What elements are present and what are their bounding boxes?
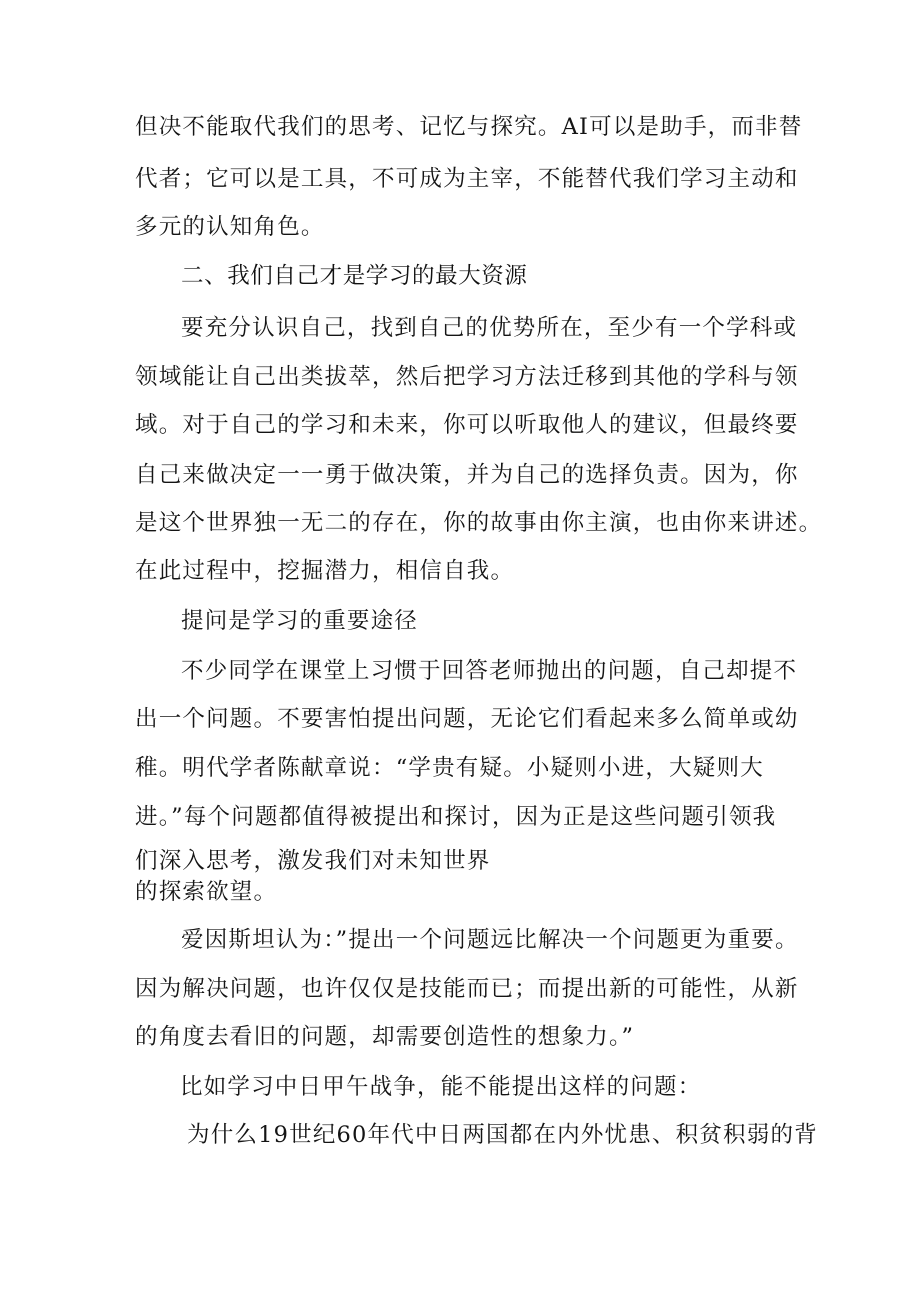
text-line: 领域能让自己出类拔萃，然后把学习方法迁移到其他的学科与领 <box>135 364 799 390</box>
text-line: 因为解决问题，也许仅仅是技能而已；而提出新的可能性，从新 <box>135 976 799 1002</box>
text-line: 域。对于自己的学习和未来，你可以听取他人的建议，但最终要 <box>135 412 799 438</box>
text-line: 代者；它可以是工具，不可成为主宰，不能替代我们学习主动和 <box>135 166 799 192</box>
text-line: 自己来做决定一一勇于做决策，并为自己的选择负责。因为，你 <box>135 462 799 488</box>
text-line: 稚。明代学者陈献章说：“学贵有疑。小疑则小进，大疑则大 <box>135 755 764 781</box>
text-line: 的探索欲望。 <box>135 879 278 905</box>
text-line: 要充分认识自己，找到自己的优势所在，至少有一个学科或 <box>181 315 798 341</box>
text-line: 爱因斯坦认为：”提出一个问题远比解决一个问题更为重要。 <box>181 927 799 953</box>
text-line: 不少同学在课堂上习惯于回答老师抛出的问题，自己却提不 <box>181 658 798 684</box>
section-heading: 二、我们自己才是学习的最大资源 <box>181 263 528 289</box>
text-line: 出一个问题。不要害怕提出问题，无论它们看起来多么简单或幼 <box>135 706 799 732</box>
text-line: 比如学习中日甲午战争，能不能提出这样的问题： <box>180 1074 702 1100</box>
text-line: 为什么19世纪60年代中日两国都在内外忧患、积贫积弱的背 <box>187 1122 818 1148</box>
subheading: 提问是学习的重要途径 <box>181 608 419 634</box>
text-line: 的角度去看旧的问题，却需要创造性的想象力。” <box>135 1024 635 1050</box>
text-line: 在此过程中，挖掘潜力，相信自我。 <box>135 558 515 584</box>
text-line: 是这个世界独一无二的存在，你的故事由你主演，也由你来讲述。 <box>135 510 823 536</box>
text-line: 多元的认知角色。 <box>135 214 325 240</box>
text-line: 但决不能取代我们的思考、记忆与探究。AI可以是助手，而非替 <box>135 114 803 140</box>
text-line: 们深入思考，激发我们对未知世界 <box>135 848 491 874</box>
text-line: 进。”每个问题都值得被提出和探讨，因为正是这些问题引领我 <box>135 804 777 830</box>
